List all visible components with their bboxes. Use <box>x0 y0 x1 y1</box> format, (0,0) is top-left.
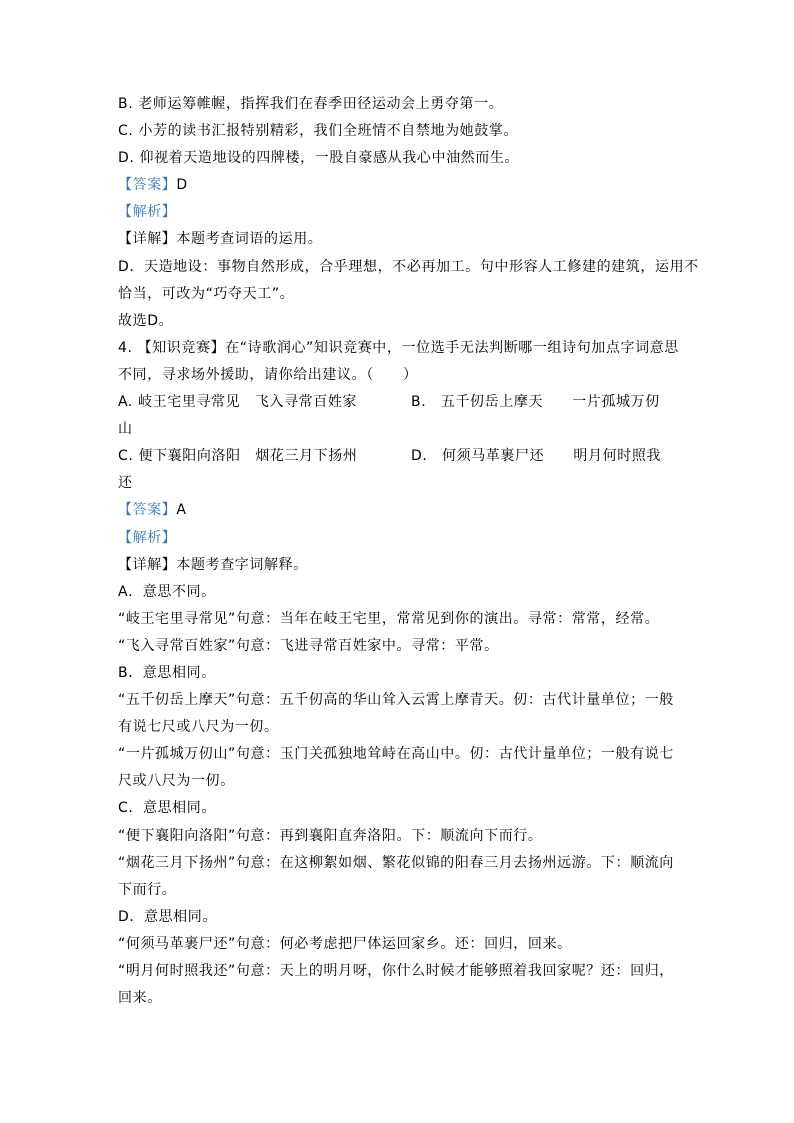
explain-line: “便下襄阳向洛阳”句意：再到襄阳直奔洛阳。下：顺流向下而行。 <box>118 827 543 844</box>
option-d-wrap: 还 <box>118 475 133 492</box>
explain-line: 故选D。 <box>118 312 174 329</box>
question-stem: 不同，寻求场外援助，请你给出建议。（ ） <box>118 366 418 383</box>
document-page <box>118 91 699 1012</box>
option-c: C. 便下襄阳向洛阳 烟花三月下扬州 <box>118 448 358 465</box>
explain-line: D．天造地设：事物自然形成，合乎理想，不必再加工。句中形容人工修建的建筑，运用不 <box>118 258 699 275</box>
analysis-tag: 【解析】 <box>118 204 177 221</box>
detail-line <box>118 226 688 253</box>
explain-line: 有说七尺或八尺为一仞。 <box>118 719 279 736</box>
detail-text: 本题考查词语的运用。 <box>176 231 323 248</box>
detail-line <box>118 552 688 579</box>
explain-line: A．意思不同。 <box>118 583 216 600</box>
option-d: D. 何须马革裹尸还 明月何时照我 <box>411 448 662 465</box>
detail-tag: 【详解】 <box>118 556 177 573</box>
question-stem: 4. 【知识竞赛】在“诗歌润心”知识竞赛中，一位选手无法判断哪一组诗句加点字词意思 <box>118 339 679 356</box>
answer-value: A <box>176 502 187 519</box>
answer-value: D <box>176 177 188 194</box>
explain-line: “烟花三月下扬州”句意：在这柳絮如烟、繁花似锦的阳春三月去扬州远游。下：顺流向 <box>118 854 674 871</box>
option-b-wrap: 山 <box>118 421 133 438</box>
explain-line: “飞入寻常百姓家”句意：飞进寻常百姓家中。寻常：平常。 <box>118 637 499 654</box>
explain-line: 回来。 <box>118 990 162 1007</box>
answer-line <box>118 172 688 199</box>
option-b: B. 五千仞岳上摩天 一片孤城万仞 <box>411 394 660 411</box>
explain-line: C．意思相同。 <box>118 800 216 817</box>
explain-line: 恰当，可改为“巧夺天工”。 <box>118 285 295 302</box>
explain-line: “明月何时照我还”句意：天上的明月呀，你什么时候才能够照着我回家呢？还：回归， <box>118 963 674 979</box>
option-a: A. 岐王宅里寻常见 飞入寻常百姓家 <box>118 394 358 411</box>
answer-tag: 【答案】 <box>118 502 177 519</box>
explain-line: B．意思相同。 <box>118 664 216 681</box>
explain-line: “岐王宅里寻常见”句意：当年在岐王宅里，常常见到你的演出。寻常：常常，经常。 <box>118 610 660 627</box>
detail-tag: 【详解】 <box>118 231 177 248</box>
explain-line: D．意思相同。 <box>118 908 217 925</box>
answer-tag: 【答案】 <box>118 177 177 194</box>
explain-line: 下而行。 <box>118 881 177 898</box>
answer-line <box>118 497 688 524</box>
detail-text: 本题考查字词解释。 <box>176 556 308 573</box>
options-row-ab <box>118 389 688 416</box>
options-row-cd <box>118 443 688 470</box>
explain-line: 尺或八尺为一仞。 <box>118 773 235 790</box>
option-b-line: B. 老师运筹帷幄，指挥我们在春季田径运动会上勇夺第一。 <box>118 96 504 112</box>
analysis-tag: 【解析】 <box>118 529 177 546</box>
explain-line: “一片孤城万仞山”句意：玉门关孤独地耸峙在高山中。仞：古代计量单位；一般有说七 <box>118 746 674 763</box>
option-d-line: D. 仰视着天造地设的四牌楼，一股自豪感从我心中油然而生。 <box>118 150 520 167</box>
explain-line: “何须马革裹尸还”句意：何必考虑把尸体运回家乡。还：回归，回来。 <box>118 935 572 952</box>
explain-line: “五千仞岳上摩天”句意：五千仞高的华山耸入云霄上摩青天。仞：古代计量单位；一般 <box>118 692 674 709</box>
option-c-line: C. 小芳的读书汇报特别精彩，我们全班情不自禁地为她鼓掌。 <box>118 123 519 140</box>
